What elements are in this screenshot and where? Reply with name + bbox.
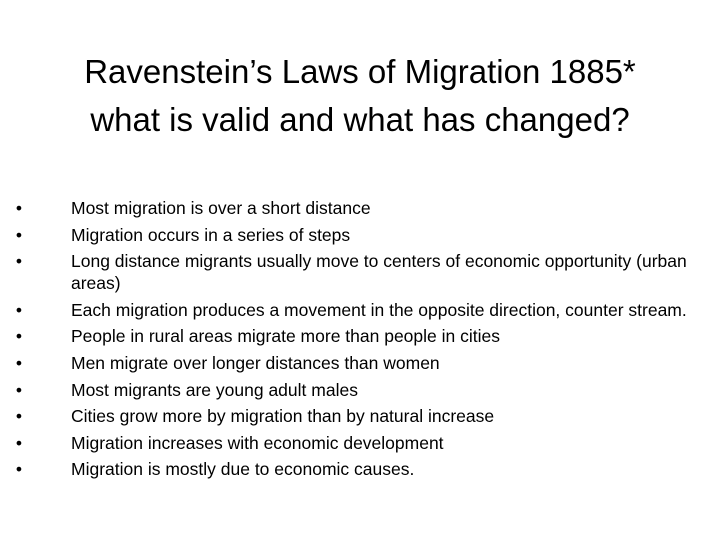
bullet-text: Men migrate over longer distances than women: [71, 352, 440, 373]
bullet-item: [10, 224, 690, 246]
bullet-text: Migration increases with economic development: [71, 432, 444, 453]
bullet-text: Long distance migrants usually move to centers of economic opportunity (urban areas): [71, 251, 687, 294]
slide-title: [30, 48, 690, 144]
bullet-text: People in rural areas migrate more than people in cities: [71, 326, 500, 347]
bullet-icon: •: [15, 432, 23, 453]
bullet-item: [10, 325, 690, 347]
slide-title-line-1: Ravenstein’s Laws of Migration 1885*: [84, 53, 636, 90]
bullet-item: [10, 379, 690, 401]
bullet-item: [10, 405, 690, 427]
bullet-item: [10, 250, 690, 294]
bullet-icon: •: [15, 326, 23, 347]
bullet-icon: •: [15, 406, 23, 427]
bullet-text: Migration is mostly due to economic causes.: [71, 459, 415, 480]
bullet-text: Cities grow more by migration than by natural increase: [71, 406, 495, 427]
slide-title-line-2: what is valid and what has changed?: [90, 101, 630, 138]
bullet-icon: •: [15, 299, 23, 320]
bullet-item: [10, 458, 690, 480]
bullet-text: Most migrants are young adult males: [71, 379, 358, 400]
bullet-icon: •: [15, 251, 23, 272]
bullet-text: Each migration produces a movement in the opposite direction, counter stream.: [71, 299, 687, 320]
bullet-icon: •: [15, 198, 23, 218]
bullet-icon: •: [15, 379, 23, 400]
bullet-icon: •: [15, 224, 23, 245]
bullet-item: [10, 352, 690, 374]
bullet-text: Most migration is over a short distance: [71, 198, 371, 218]
bullet-list: [10, 197, 690, 485]
bullet-item: [10, 197, 690, 219]
bullet-text: Migration occurs in a series of steps: [71, 224, 351, 245]
bullet-item: [10, 432, 690, 454]
bullet-icon: •: [15, 459, 23, 480]
bullet-icon: •: [15, 352, 23, 373]
bullet-item: [10, 299, 690, 321]
